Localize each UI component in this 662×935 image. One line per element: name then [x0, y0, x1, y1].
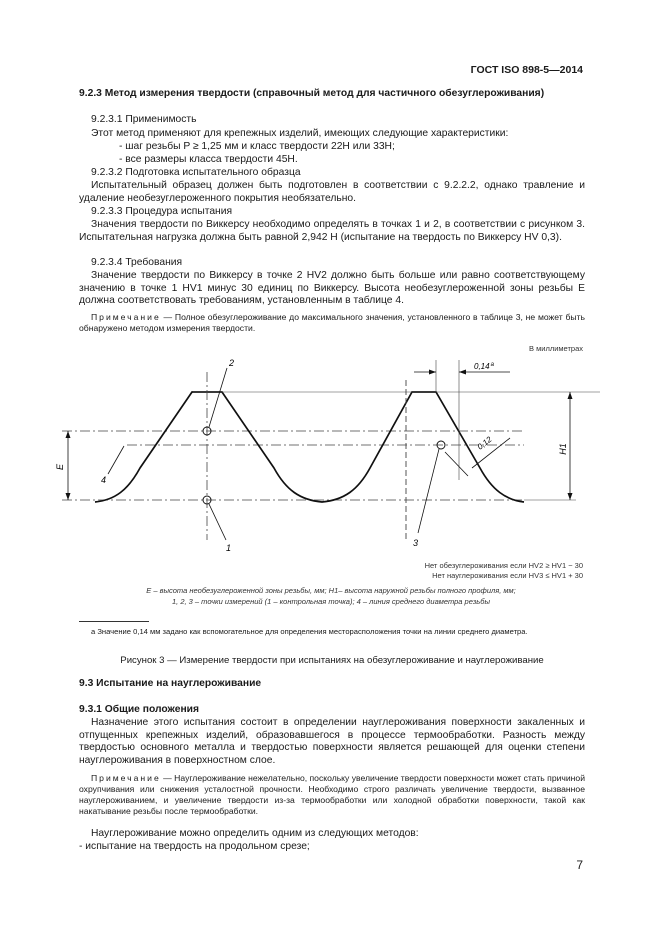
- note: [79, 773, 585, 817]
- dim-014-value: 0,14: [474, 362, 490, 371]
- leader-3: [418, 449, 439, 533]
- label-2: 2: [229, 358, 235, 368]
- leader-2: [209, 368, 227, 427]
- paragraph: Науглероживание можно определить одним из следующих методов:: [91, 828, 419, 839]
- label-e: E: [55, 463, 65, 471]
- section-heading-9-2-3: 9.2.3 Метод измерения твердости (справочный метод для частичного обезуглероживания): [79, 88, 545, 99]
- paragraph: Значения твердости по Виккерсу необходимо определять в точках 1 и 2, в соответствии с рисунком 3. Испытательная нагрузка должна быть равной 2,942 Н (испытание на твердость по Виккерсу HV 0,3).: [79, 219, 585, 243]
- section-heading-9-3: 9.3 Испытание на науглероживание: [79, 678, 262, 689]
- note-text: — Науглероживание нежелательно, поскольку увеличение твердости поверхности может стать причиной охрупчивания или снижения усталостной прочности. Необходимо строго различать увеличение твердости, вызванное науглероживанием, и увеличение твердости из-за термообработки или холодной обработки поверхности, такой как накатывание резьбы после термообработки.: [79, 773, 586, 816]
- dim-012-leader: [445, 452, 468, 476]
- document-id: ГОСТ ISO 898-5—2014: [470, 64, 583, 76]
- subsection-title-9-2-3-1: 9.2.3.1 Применимость: [91, 114, 197, 125]
- subsection-title-9-2-3-4: 9.2.3.4 Требования: [91, 257, 183, 268]
- subsection-title-9-2-3-3: 9.2.3.3 Процедура испытания: [91, 206, 233, 217]
- condition-decarburization: Нет обезуглероживания если HV2 ≥ HV1 − 30: [424, 561, 583, 570]
- dim-014-arrows: [429, 370, 466, 375]
- page-number: 7: [576, 858, 583, 872]
- thread-profile: [95, 392, 524, 502]
- dim-014-label: [474, 362, 495, 371]
- label-4: 4: [101, 475, 107, 485]
- paragraph: Испытательный образец должен быть подготовлен в соответствии с 9.2.2.2, однако травление и удаление необезуглероженного покрытия необязательно.: [79, 180, 585, 204]
- note-label: Примечание: [91, 312, 161, 322]
- bullet-item: - шаг резьбы P ≥ 1,25 мм и класс твердости 22H или 33H;: [119, 141, 395, 152]
- label-3: 3: [413, 538, 419, 548]
- footnote-rule: [79, 621, 149, 622]
- dim-014-footnote-ref: a: [490, 362, 494, 368]
- thread-profile-figure: [0, 340, 662, 610]
- leader-1: [209, 504, 226, 540]
- figure-legend-line-2: 1, 2, 3 – точки измерений (1 – контрольная точка); 4 – линия среднего диаметра резьбы: [171, 597, 491, 606]
- label-h1: H1: [558, 443, 568, 455]
- paragraph: Назначение этого испытания состоит в определении науглероживания поверхности закаленных и отпущенных крепежных изделий, образовавшегося в процессе термообработки. Разность между твердостью основного металла и твердостью поверхности является решающей для оценки степени науглероживания в поверхностном слое.: [79, 717, 585, 766]
- paragraph: Этот метод применяют для крепежных изделий, имеющих следующие характеристики:: [91, 128, 509, 139]
- figure-caption: Рисунок 3 — Измерение твердости при испытаниях на обезуглероживание и науглероживание: [120, 655, 544, 666]
- note-label: Примечание: [91, 773, 161, 783]
- note: [79, 312, 585, 334]
- note-text: — Полное обезуглероживание до максимального значения, установленного в таблице 3, не может быть обнаружено методом измерения твердости.: [79, 312, 585, 333]
- label-1: 1: [226, 543, 232, 553]
- condition-carburization: Нет науглероживания если HV3 ≤ HV1 + 30: [432, 571, 583, 580]
- bullet-item: - все размеры класса твердости 45H.: [119, 154, 298, 165]
- figure-legend-line-1: E – высота необезуглероженной зоны резьбы, мм; H1– высота наружной резьбы полного профиля, мм;: [146, 586, 516, 595]
- section-heading-9-3-1: 9.3.1 Общие положения: [79, 704, 199, 715]
- bullet-item: - испытание на твердость на продольном срезе;: [79, 841, 310, 852]
- dim-012-label: 0,12: [475, 434, 494, 452]
- paragraph: Значение твердости по Виккерсу в точке 2 HV2 должно быть больше или равно соответствующему значению в точке 1 HV1 минус 30 единиц по Виккерсу. Высота необезуглероженной зоны резьбы E должна соответствовать требованиям, установленным в таблице 4.: [79, 270, 585, 307]
- leader-4: [108, 446, 124, 474]
- figure-footnote: a Значение 0,14 мм задано как вспомогательное для определения месторасположения точки на линии среднего диаметра.: [91, 627, 528, 636]
- units-label: В миллиметрах: [529, 344, 583, 353]
- subsection-title-9-2-3-2: 9.2.3.2 Подготовка испытательного образца: [91, 167, 301, 178]
